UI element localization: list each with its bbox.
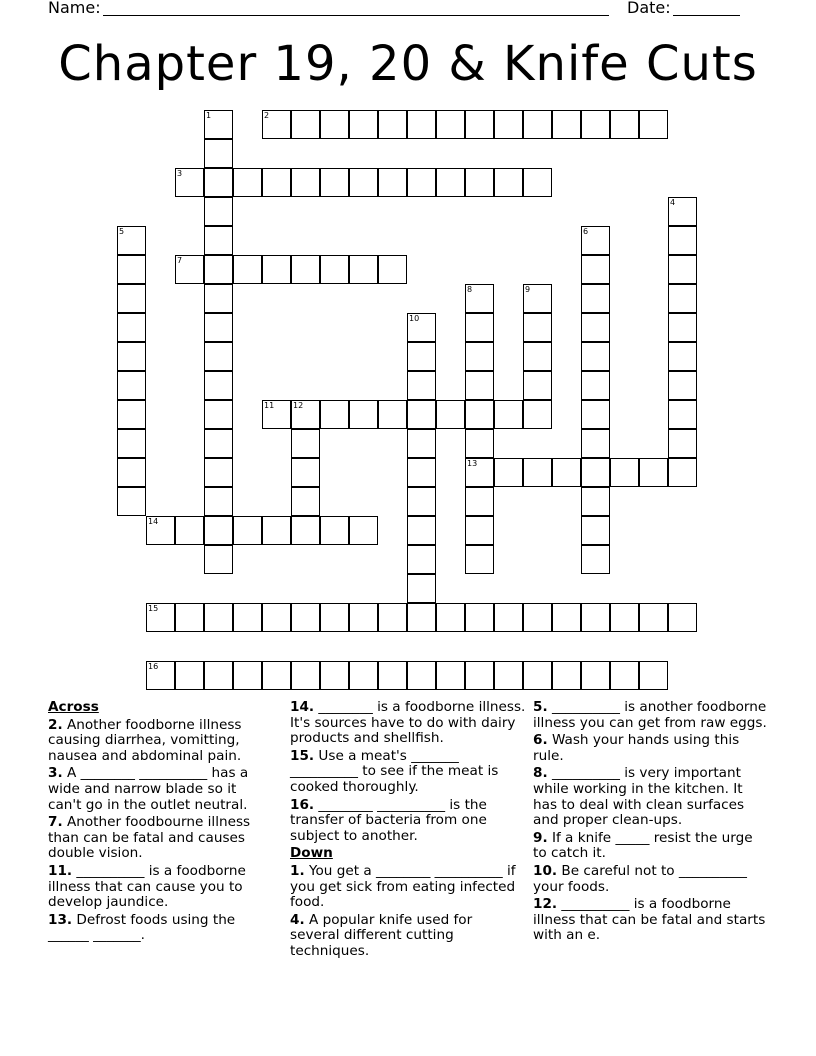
crossword-cell[interactable] xyxy=(552,603,581,632)
crossword-cell[interactable] xyxy=(494,603,523,632)
crossword-cell[interactable] xyxy=(668,429,697,458)
crossword-cell[interactable] xyxy=(349,110,378,139)
crossword-cell[interactable] xyxy=(581,284,610,313)
crossword-cell[interactable] xyxy=(262,400,291,429)
clue-number: 1 xyxy=(206,111,212,120)
crossword-cell[interactable] xyxy=(204,603,233,632)
crossword-cell[interactable] xyxy=(204,400,233,429)
crossword-cell[interactable] xyxy=(610,458,639,487)
clue-item xyxy=(48,815,266,862)
clue-text: Another foodborne illness causing diarrhea, vomitting, nausea and abdominal pain. xyxy=(48,716,242,764)
crossword-cell[interactable] xyxy=(668,284,697,313)
crossword-cell[interactable] xyxy=(668,458,697,487)
crossword-cell[interactable] xyxy=(204,168,233,197)
crossword-cell[interactable] xyxy=(494,661,523,690)
clue-number: 11 xyxy=(264,401,275,410)
crossword-cell[interactable] xyxy=(465,545,494,574)
crossword-cell[interactable] xyxy=(465,284,494,313)
crossword-cell[interactable] xyxy=(668,197,697,226)
crossword-cell[interactable] xyxy=(436,168,465,197)
crossword-cell[interactable] xyxy=(523,313,552,342)
crossword-cell[interactable] xyxy=(407,574,436,603)
crossword-cell[interactable] xyxy=(668,342,697,371)
crossword-cell[interactable] xyxy=(349,661,378,690)
clue-text: ________ is a foodborne illness. It's sources have to do with dairy products and shellfish. xyxy=(290,699,526,747)
header xyxy=(0,0,816,20)
crossword-cell[interactable] xyxy=(291,110,320,139)
clue-column-3 xyxy=(533,700,769,946)
crossword-cell[interactable] xyxy=(175,661,204,690)
clue-text: Wash your hands using this rule. xyxy=(533,732,740,764)
crossword-cell[interactable] xyxy=(378,255,407,284)
crossword-cell[interactable] xyxy=(204,458,233,487)
clue-number-label: 8. xyxy=(533,765,548,782)
crossword-cell[interactable] xyxy=(465,400,494,429)
crossword-cell[interactable] xyxy=(378,110,407,139)
crossword-cell[interactable] xyxy=(378,603,407,632)
crossword-cell[interactable] xyxy=(639,458,668,487)
crossword-cell[interactable] xyxy=(320,110,349,139)
down-heading: Down xyxy=(290,845,333,862)
crossword-cell[interactable] xyxy=(378,168,407,197)
crossword-cell[interactable] xyxy=(291,458,320,487)
clue-item xyxy=(290,864,526,911)
crossword-cell[interactable] xyxy=(407,661,436,690)
crossword-cell[interactable] xyxy=(552,661,581,690)
crossword-cell[interactable] xyxy=(320,400,349,429)
clue-text: Defrost foods using the ______ _______. xyxy=(48,911,236,944)
crossword-cell[interactable] xyxy=(262,661,291,690)
crossword-cell[interactable] xyxy=(262,516,291,545)
crossword-cell[interactable] xyxy=(407,603,436,632)
crossword-cell[interactable] xyxy=(581,226,610,255)
clue-number-label: 14. xyxy=(290,699,315,715)
crossword-cell[interactable] xyxy=(552,110,581,139)
crossword-cell[interactable] xyxy=(291,429,320,458)
crossword-cell[interactable] xyxy=(204,545,233,574)
clue-number: 12 xyxy=(293,401,304,410)
crossword-cell[interactable] xyxy=(494,168,523,197)
crossword-cell[interactable] xyxy=(552,458,581,487)
crossword-cell[interactable] xyxy=(581,661,610,690)
crossword-cell[interactable] xyxy=(581,516,610,545)
crossword-cell[interactable] xyxy=(523,661,552,690)
crossword-cell[interactable] xyxy=(204,342,233,371)
crossword-cell[interactable] xyxy=(204,255,233,284)
clue-number: 2 xyxy=(264,111,270,120)
crossword-cell[interactable] xyxy=(523,400,552,429)
crossword-cell[interactable] xyxy=(291,487,320,516)
crossword-cell[interactable] xyxy=(233,168,262,197)
crossword-cell[interactable] xyxy=(465,603,494,632)
crossword-cell[interactable] xyxy=(523,284,552,313)
date-blank[interactable] xyxy=(673,15,740,16)
crossword-cell[interactable] xyxy=(436,110,465,139)
clue-number: 15 xyxy=(148,604,159,613)
crossword-cell[interactable] xyxy=(204,226,233,255)
crossword-cell[interactable] xyxy=(117,226,146,255)
clue-number: 6 xyxy=(583,227,589,236)
clue-number-label: 4. xyxy=(290,911,305,928)
clue-item xyxy=(533,864,769,895)
crossword-cell[interactable] xyxy=(204,661,233,690)
crossword-cell[interactable] xyxy=(407,429,436,458)
crossword-cell[interactable] xyxy=(117,342,146,371)
crossword-cell[interactable] xyxy=(407,110,436,139)
clue-text: __________ is very important while working in the kitchen. It has to deal with clean surfaces and proper clean-ups. xyxy=(533,765,745,829)
crossword-cell[interactable] xyxy=(117,284,146,313)
crossword-cell[interactable] xyxy=(117,255,146,284)
crossword-cell[interactable] xyxy=(581,545,610,574)
crossword-cell[interactable] xyxy=(320,661,349,690)
clue-text: If a knife _____ resist the urge to catch it. xyxy=(533,829,753,862)
crossword-cell[interactable] xyxy=(349,168,378,197)
crossword-cell[interactable] xyxy=(146,661,175,690)
clue-number: 4 xyxy=(670,198,676,207)
crossword-cell[interactable] xyxy=(523,603,552,632)
crossword-cell[interactable] xyxy=(639,603,668,632)
crossword-cell[interactable] xyxy=(204,516,233,545)
clue-number: 8 xyxy=(467,285,473,294)
crossword-cell[interactable] xyxy=(581,255,610,284)
clue-number-label: 2. xyxy=(48,716,63,733)
clue-number: 14 xyxy=(148,517,159,526)
crossword-cell[interactable] xyxy=(523,458,552,487)
crossword-cell[interactable] xyxy=(349,516,378,545)
crossword-cell[interactable] xyxy=(291,516,320,545)
crossword-cell[interactable] xyxy=(378,661,407,690)
clue-number-label: 15. xyxy=(290,747,315,764)
clue-number-label: 1. xyxy=(290,862,305,879)
crossword-cell[interactable] xyxy=(233,603,262,632)
crossword-cell[interactable] xyxy=(639,661,668,690)
crossword-cell[interactable] xyxy=(465,168,494,197)
crossword-cell[interactable] xyxy=(407,516,436,545)
crossword-cell[interactable] xyxy=(233,516,262,545)
crossword-cell[interactable] xyxy=(581,487,610,516)
clue-number: 16 xyxy=(148,662,159,671)
clue-item xyxy=(533,897,769,944)
clue-column-2 xyxy=(290,700,526,962)
crossword-cell[interactable] xyxy=(465,661,494,690)
crossword-cell[interactable] xyxy=(465,371,494,400)
crossword-cell[interactable] xyxy=(407,545,436,574)
clue-text: A ________ __________ has a wide and narrow blade so it can't go in the outlet neutral. xyxy=(48,765,249,813)
clue-number: 10 xyxy=(409,314,420,323)
crossword-cell[interactable] xyxy=(204,139,233,168)
clue-number-label: 13. xyxy=(48,911,73,928)
crossword-cell[interactable] xyxy=(407,313,436,342)
crossword-cell[interactable] xyxy=(581,400,610,429)
crossword-cell[interactable] xyxy=(320,255,349,284)
crossword-cell[interactable] xyxy=(320,516,349,545)
clue-text: Another foodbourne illness than can be fatal and causes double vision. xyxy=(48,814,251,862)
crossword-cell[interactable] xyxy=(175,603,204,632)
crossword-cell[interactable] xyxy=(465,458,494,487)
crossword-cell[interactable] xyxy=(668,400,697,429)
crossword-cell[interactable] xyxy=(204,197,233,226)
clue-number: 9 xyxy=(525,285,531,294)
clue-number: 13 xyxy=(467,459,478,468)
clue-number-label: 7. xyxy=(48,814,63,831)
clue-number: 7 xyxy=(177,256,183,265)
crossword-cell[interactable] xyxy=(349,400,378,429)
clue-item xyxy=(48,913,266,944)
crossword-cell[interactable] xyxy=(465,313,494,342)
clue-text: Be careful not to __________ your foods. xyxy=(533,862,747,895)
name-blank[interactable] xyxy=(103,15,609,16)
clue-number-label: 5. xyxy=(533,699,548,715)
clue-column-1 xyxy=(48,700,266,946)
crossword-cell[interactable] xyxy=(581,603,610,632)
crossword-cell[interactable] xyxy=(465,516,494,545)
across-heading: Across xyxy=(48,699,99,715)
clue-text: A popular knife used for several different cutting techniques. xyxy=(290,911,473,959)
clue-item xyxy=(290,798,526,845)
crossword-cell[interactable] xyxy=(175,516,204,545)
crossword-cell[interactable] xyxy=(523,342,552,371)
crossword-cell[interactable] xyxy=(668,313,697,342)
clue-text: __________ is a foodborne illness that can be fatal and starts with an e. xyxy=(533,896,766,944)
crossword-cell[interactable] xyxy=(262,168,291,197)
crossword-cell[interactable] xyxy=(610,110,639,139)
crossword-cell[interactable] xyxy=(465,342,494,371)
clue-number-label: 16. xyxy=(290,796,315,813)
crossword-cell[interactable] xyxy=(436,400,465,429)
crossword-cell[interactable] xyxy=(117,487,146,516)
crossword-cell[interactable] xyxy=(378,400,407,429)
crossword-cell[interactable] xyxy=(668,226,697,255)
clue-number-label: 12. xyxy=(533,896,558,913)
crossword-cell[interactable] xyxy=(436,603,465,632)
crossword-cell[interactable] xyxy=(349,255,378,284)
crossword-cell[interactable] xyxy=(291,168,320,197)
crossword-cell[interactable] xyxy=(117,400,146,429)
crossword-cell[interactable] xyxy=(291,400,320,429)
crossword-cell[interactable] xyxy=(117,313,146,342)
crossword-cell[interactable] xyxy=(407,458,436,487)
crossword-cell[interactable] xyxy=(523,168,552,197)
crossword-cell[interactable] xyxy=(581,313,610,342)
crossword-cell[interactable] xyxy=(523,110,552,139)
crossword-cell[interactable] xyxy=(146,603,175,632)
crossword-cell[interactable] xyxy=(407,400,436,429)
crossword-cell[interactable] xyxy=(117,429,146,458)
clue-number-label: 6. xyxy=(533,732,548,749)
clue-number: 5 xyxy=(119,227,125,236)
crossword-cell[interactable] xyxy=(291,603,320,632)
clue-item xyxy=(290,749,526,796)
crossword-cell[interactable] xyxy=(146,516,175,545)
crossword-cell[interactable] xyxy=(204,487,233,516)
crossword-cell[interactable] xyxy=(204,110,233,139)
crossword-cell[interactable] xyxy=(465,429,494,458)
crossword-cell[interactable] xyxy=(436,661,465,690)
clue-item xyxy=(290,913,526,960)
clue-number: 3 xyxy=(177,169,183,178)
crossword-cell[interactable] xyxy=(494,458,523,487)
crossword-cell[interactable] xyxy=(349,603,378,632)
clue-text: You get a ________ __________ if you get sick from eating infected food. xyxy=(290,862,516,911)
clue-item xyxy=(48,766,266,813)
clue-number-label: 9. xyxy=(533,829,548,846)
crossword-cell[interactable] xyxy=(204,429,233,458)
clue-text: Use a meat's _______ __________ to see if the meat is cooked thoroughly. xyxy=(290,747,499,795)
crossword-cell[interactable] xyxy=(407,342,436,371)
page-title: Chapter 19, 20 & Knife Cuts xyxy=(58,36,758,92)
crossword-cell[interactable] xyxy=(291,255,320,284)
crossword-cell[interactable] xyxy=(581,429,610,458)
clue-number-label: 10. xyxy=(533,862,558,879)
clue-item xyxy=(533,766,769,828)
crossword-cell[interactable] xyxy=(175,168,204,197)
crossword-cell[interactable] xyxy=(581,342,610,371)
crossword-cell[interactable] xyxy=(204,313,233,342)
crossword-cell[interactable] xyxy=(233,661,262,690)
crossword-cell[interactable] xyxy=(465,487,494,516)
crossword-cell[interactable] xyxy=(610,661,639,690)
crossword-cell[interactable] xyxy=(668,255,697,284)
clue-item xyxy=(533,733,769,764)
crossword-cell[interactable] xyxy=(320,603,349,632)
clue-item xyxy=(48,864,266,911)
crossword-cell[interactable] xyxy=(668,603,697,632)
crossword-cell[interactable] xyxy=(204,284,233,313)
clue-item xyxy=(290,700,526,747)
crossword-cell[interactable] xyxy=(523,371,552,400)
clue-number-label: 3. xyxy=(48,765,63,782)
crossword-cell[interactable] xyxy=(117,371,146,400)
crossword-cell[interactable] xyxy=(668,371,697,400)
crossword-cell[interactable] xyxy=(204,371,233,400)
crossword-cell[interactable] xyxy=(465,110,494,139)
crossword-cell[interactable] xyxy=(639,110,668,139)
crossword-cell[interactable] xyxy=(494,110,523,139)
clue-item xyxy=(533,700,769,731)
crossword-cell[interactable] xyxy=(407,371,436,400)
crossword-cell[interactable] xyxy=(262,110,291,139)
clue-text: __________ is another foodborne illness you can get from raw eggs. xyxy=(533,699,767,731)
crossword-cell[interactable] xyxy=(581,458,610,487)
date-label: Date: xyxy=(627,0,671,17)
crossword-cell[interactable] xyxy=(175,255,204,284)
clue-text: __________ is a foodborne illness that can cause you to develop jaundice. xyxy=(48,862,246,911)
crossword-cell[interactable] xyxy=(407,487,436,516)
crossword-cell[interactable] xyxy=(610,603,639,632)
crossword-cell[interactable] xyxy=(407,168,436,197)
name-label: Name: xyxy=(48,0,101,17)
crossword-cell[interactable] xyxy=(494,400,523,429)
clue-text: ________ __________ is the transfer of bacteria from one subject to another. xyxy=(290,796,487,844)
clue-item xyxy=(48,718,266,765)
crossword-cell[interactable] xyxy=(291,661,320,690)
crossword-cell[interactable] xyxy=(581,110,610,139)
crossword-cell[interactable] xyxy=(581,371,610,400)
crossword-cell[interactable] xyxy=(320,168,349,197)
crossword-cell[interactable] xyxy=(262,255,291,284)
crossword-cell[interactable] xyxy=(117,458,146,487)
crossword-cell[interactable] xyxy=(233,255,262,284)
clue-item xyxy=(533,831,769,862)
clue-number-label: 11. xyxy=(48,862,73,879)
crossword-cell[interactable] xyxy=(262,603,291,632)
